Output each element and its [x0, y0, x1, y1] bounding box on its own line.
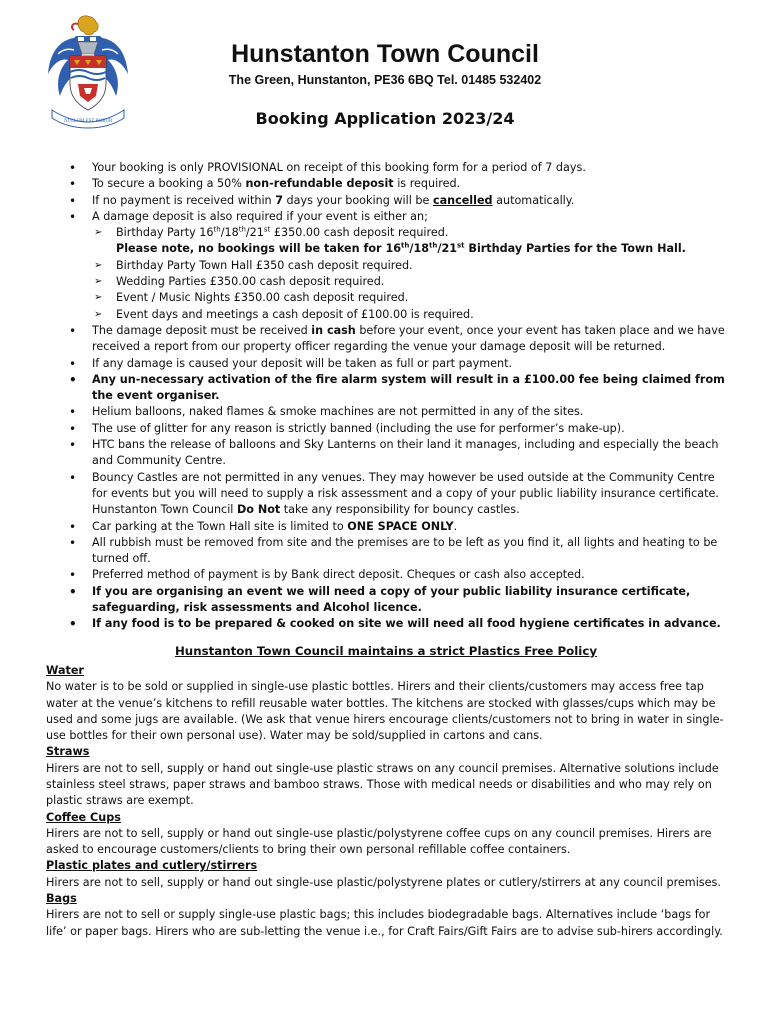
list-item: • Car parking at the Town Hall site is limited to ONE SPACE ONLY.	[46, 519, 726, 535]
birthday-note: Please note, no bookings will be taken for 16th/18th/21st Birthday Parties for the Town Hall.	[116, 241, 686, 256]
list-item: • To secure a booking a 50% non-refundable deposit is required.	[46, 176, 726, 192]
list-item: • If you are organising an event we will need a copy of your public liability insurance certificate, safeguarding, risk assessments and Alcohol licence.	[46, 584, 726, 617]
crest-motto: NULLUM EST ROBUR	[63, 118, 113, 123]
document-body	[46, 160, 726, 940]
section-text-coffee-cups: Hirers are not to sell, supply or hand out single-use plastic/polystyrene coffee cups on any council premises. Hirers are asked to encourage customers/clients to bring their own personal refillable coffee containers.	[46, 826, 712, 857]
conditions-list	[46, 160, 726, 633]
section-heading-coffee-cups: Coffee Cups	[46, 810, 121, 824]
sublist-item: ➢ Birthday Party 16th/18th/21st £350.00 cash deposit required.	[92, 225, 726, 241]
list-item: • All rubbish must be removed from site and the premises are to be left as you find it, all lights and heating to be turned off.	[46, 535, 726, 568]
sublist-item: ➢ Event days and meetings a cash deposit of £100.00 is required.	[92, 307, 726, 323]
list-item: • A damage deposit is also required if your event is either an; ➢ Birthday Party 16th/18th/21st £350.00 cash deposit required. Please note, no bookings will be taken for 16th/18th/21st Birthday Parties for the Town Hall. ➢ Birthday Party Town Hall £350 cash deposit required. ➢ Wedding Parties £350.00 cash deposit required. ➢ Event / Music Nights £350.00 cash deposit required. ➢ Event days and meetings a cash deposit of £100.00 is required.	[46, 209, 726, 323]
section-text-plates: Hirers are not to sell, supply or hand out single-use plastic/polystyrene plates or cutlery/stirrers at any council premises.	[46, 875, 721, 889]
sublist-item: ➢ Event / Music Nights £350.00 cash deposit required.	[92, 290, 726, 306]
deposit-sublist-continued	[92, 258, 726, 323]
list-item: • HTC bans the release of balloons and Sky Lanterns on their land it manages, including and especially the beach and Community Centre.	[46, 437, 726, 470]
list-item: • Your booking is only PROVISIONAL on receipt of this booking form for a period of 7 days.	[46, 160, 726, 176]
list-item: • The damage deposit must be received in cash before your event, once your event has taken place and we have received a report from our property officer regarding the venue your damage deposit will be returned.	[46, 323, 726, 356]
deposit-sublist	[92, 225, 726, 241]
list-item: • If no payment is received within 7 days your booking will be cancelled automatically.	[46, 193, 726, 209]
list-item: • Any un-necessary activation of the fire alarm system will result in a £100.00 fee being claimed from the event organiser.	[46, 372, 726, 405]
list-item: • Preferred method of payment is by Bank direct deposit. Cheques or cash also accepted.	[46, 567, 726, 583]
sublist-item: ➢ Wedding Parties £350.00 cash deposit required.	[92, 274, 726, 290]
sublist-item: ➢ Birthday Party Town Hall £350 cash deposit required.	[92, 258, 726, 274]
list-item: • If any damage is caused your deposit will be taken as full or part payment.	[46, 356, 726, 372]
page-title: Hunstanton Town Council	[231, 40, 539, 68]
section-text-bags: Hirers are not to sell or supply single-use plastic bags; this includes biodegradable bags. Alternatives include ‘bags for life’ or paper bags. Hirers who are sub-letting the venue i.e., for Craft Fairs/Gift Fairs are to advise sub-hirers accordingly.	[46, 908, 723, 938]
section-text-water: No water is to be sold or supplied in single-use plastic bottles. Hirers and their clients/customers may access free tap water at the venue’s kitchens to refill reusable water bottles. The kitchens are stocked with glasses/cups which may be used and some jugs are available. (We ask that venue hirers encourage clients/customers not to bring in water in single-use bottles for their own personal use). Water may be sold/supplied in cartons and cans.	[46, 680, 724, 743]
list-item: • Bouncy Castles are not permitted in any venues. They may however be used outside at the Community Centre for events but you will need to supply a risk assessment and a copy of your public liability insurance certificate. Hunstanton Town Council Do Not take any responsibility for bouncy castles.	[46, 470, 726, 519]
section-text-straws: Hirers are not to sell, supply or hand out single-use plastic straws on any council premises. Alternative solutions include stainless steel straws, paper straws and bamboo straws. Those with medical needs or disabilities and who may rely on plastic straws are exempt.	[46, 761, 719, 808]
booking-title: Booking Application 2023/24	[255, 109, 515, 128]
list-item: • If any food is to be prepared & cooked on site we will need all food hygiene certificates in advance.	[46, 616, 726, 632]
section-heading-bags: Bags	[46, 892, 77, 906]
section-heading-water: Water	[46, 663, 84, 677]
council-address: The Green, Hunstanton, PE36 6BQ Tel. 01485 532402	[228, 73, 542, 87]
section-heading-straws: Straws	[46, 745, 90, 759]
section-heading-plates: Plastic plates and cutlery/stirrers	[46, 859, 258, 873]
list-item: • The use of glitter for any reason is strictly banned (including the use for performer’s make-up).	[46, 421, 726, 437]
plastics-policy-title: Hunstanton Town Council maintains a strict Plastics Free Policy	[174, 643, 598, 658]
list-item: • Helium balloons, naked flames & smoke machines are not permitted in any of the sites.	[46, 404, 726, 420]
